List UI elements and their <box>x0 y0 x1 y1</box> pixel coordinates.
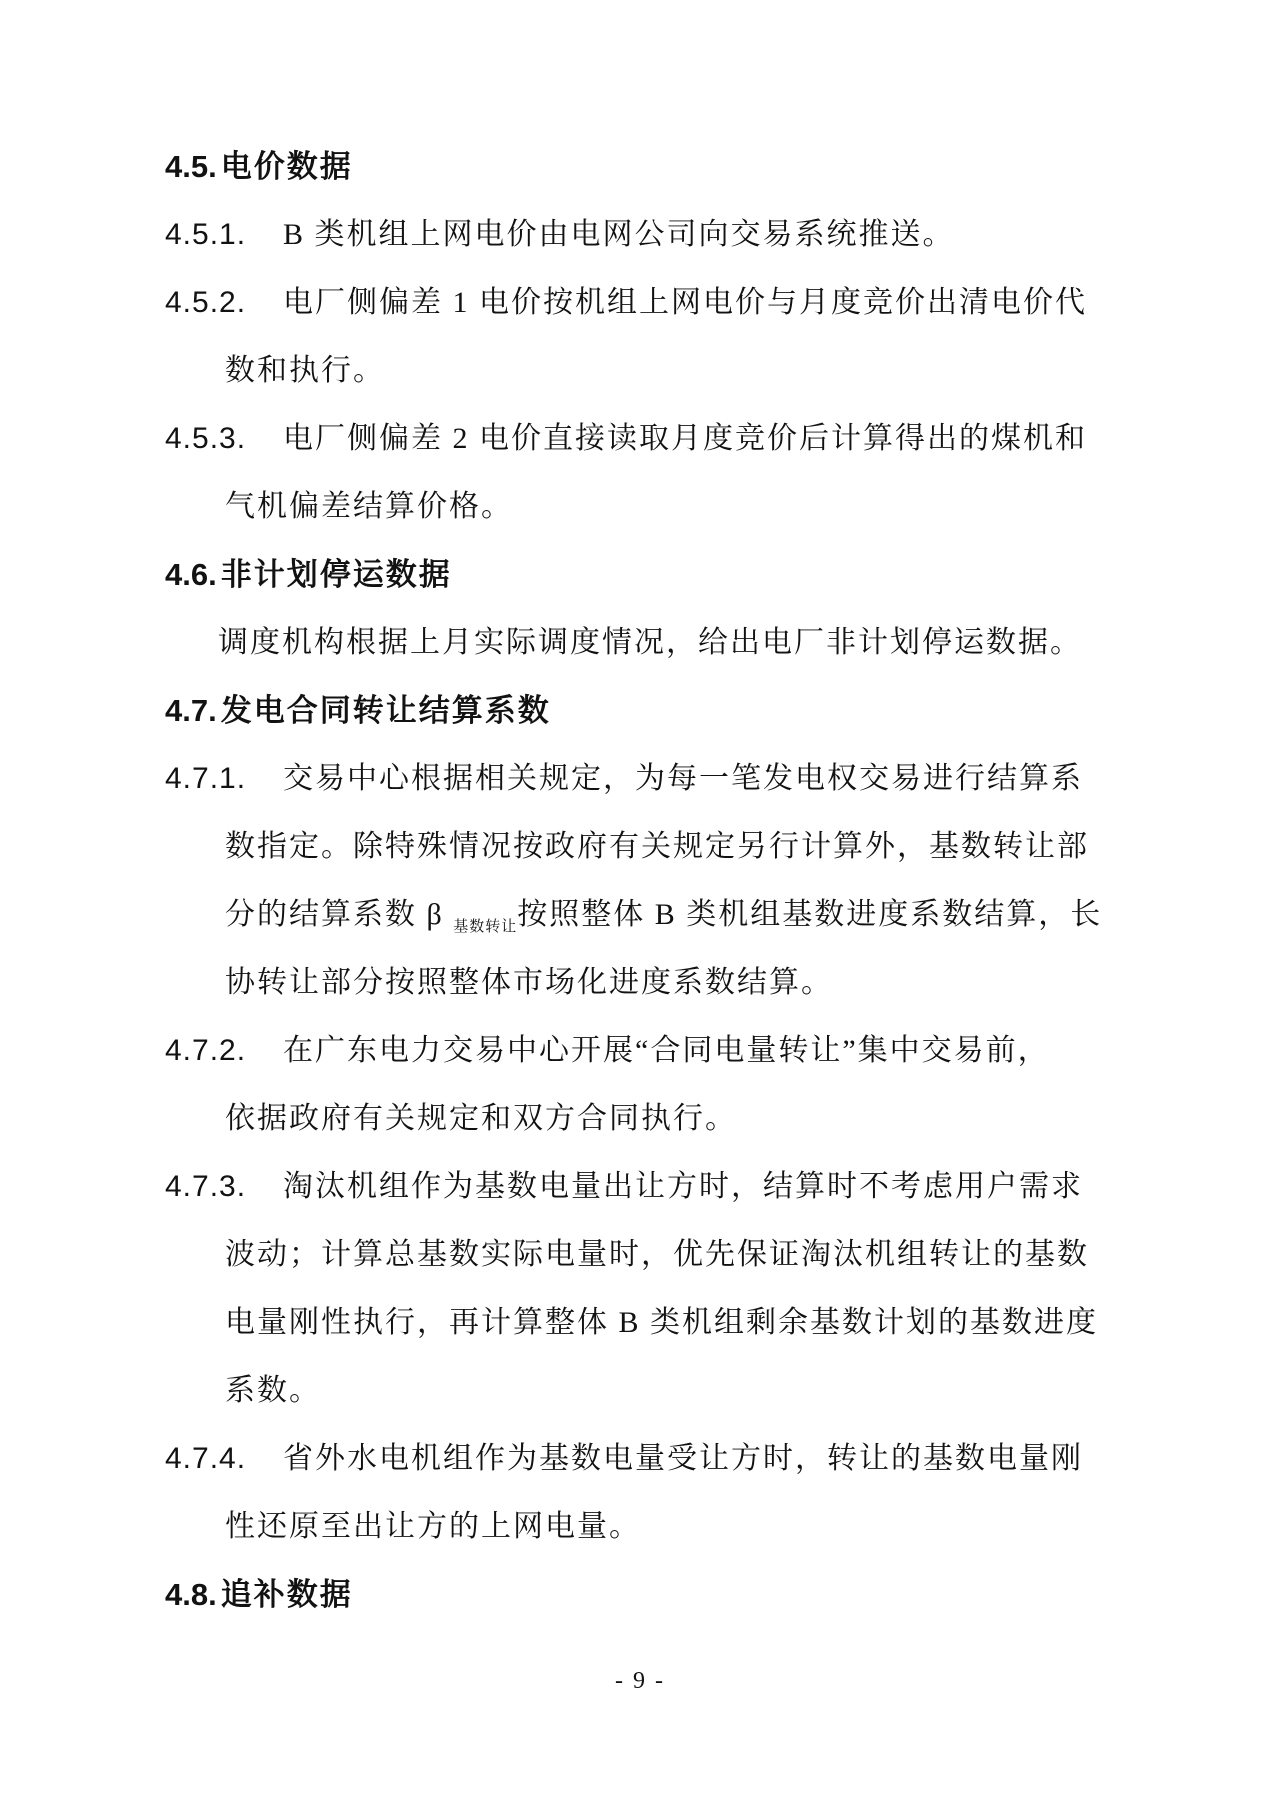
clause-text: 按照整体 B 类机组基数进度系数结算，长 <box>517 898 1103 931</box>
doc-line: 电量刚性执行，再计算整体 B 类机组剩余基数计划的基数进度 <box>225 1306 1099 1339</box>
doc-line: 气机偏差结算价格。 <box>225 490 513 523</box>
section-heading-4-7 <box>165 677 1165 745</box>
clause-number: 4.7.2. <box>165 1034 247 1067</box>
section-title: 追补数据 <box>220 1577 353 1612</box>
clause-number: 4.7.3. <box>165 1170 247 1203</box>
doc-line <box>165 269 1165 337</box>
doc-line: 波动；计算总基数实际电量时，优先保证淘汰机组转让的基数 <box>225 1238 1089 1271</box>
doc-line: 依据政府有关规定和双方合同执行。 <box>225 1102 737 1135</box>
doc-line: 数和执行。 <box>225 354 385 387</box>
clause-text: 交易中心根据相关规定，为每一笔发电权交易进行结算系 <box>283 762 1083 795</box>
clause-text: 省外水电机组作为基数电量受让方时，转让的基数电量刚 <box>283 1442 1083 1475</box>
section-heading-4-5 <box>165 133 1165 201</box>
page-number: - 9 - <box>615 1668 665 1694</box>
doc-line: 调度机构根据上月实际调度情况，给出电厂非计划停运数据。 <box>218 626 1082 659</box>
clause-text: 在广东电力交易中心开展“合同电量转让”集中交易前， <box>283 1034 1050 1067</box>
section-title: 电价数据 <box>220 149 353 184</box>
clause-number: 4.5.2. <box>165 286 247 319</box>
doc-line <box>165 1425 1165 1493</box>
document-body <box>165 133 1165 1629</box>
doc-line <box>165 745 1165 813</box>
section-number: 4.5. <box>165 149 217 184</box>
clause-number: 4.7.4. <box>165 1442 247 1475</box>
clause-text: 分的结算系数 β <box>225 898 454 931</box>
section-number: 4.6. <box>165 557 217 592</box>
section-heading-4-6 <box>165 541 1165 609</box>
doc-line <box>165 1153 1165 1221</box>
clause-number: 4.5.1. <box>165 218 247 251</box>
section-title: 发电合同转让结算系数 <box>220 693 551 728</box>
clause-number: 4.5.3. <box>165 422 247 455</box>
section-number: 4.7. <box>165 693 217 728</box>
doc-line: 数指定。除特殊情况按政府有关规定另行计算外，基数转让部 <box>225 830 1089 863</box>
beta-subscript: 基数转让 <box>453 919 518 935</box>
doc-line <box>165 405 1165 473</box>
doc-line: 性还原至出让方的上网电量。 <box>225 1510 641 1543</box>
doc-line: 协转让部分按照整体市场化进度系数结算。 <box>225 966 833 999</box>
clause-text: B 类机组上网电价由电网公司向交易系统推送。 <box>283 218 955 251</box>
section-heading-4-8 <box>165 1561 1165 1629</box>
doc-line <box>165 1017 1165 1085</box>
clause-text: 淘汰机组作为基数电量出让方时，结算时不考虑用户需求 <box>283 1170 1083 1203</box>
doc-line <box>165 881 1165 949</box>
doc-line <box>165 201 1165 269</box>
doc-line: 系数。 <box>225 1374 321 1407</box>
clause-text: 电厂侧偏差 2 电价直接读取月度竞价后计算得出的煤机和 <box>283 422 1087 455</box>
clause-number: 4.7.1. <box>165 762 247 795</box>
section-title: 非计划停运数据 <box>220 557 452 592</box>
section-number: 4.8. <box>165 1577 217 1612</box>
clause-text: 电厂侧偏差 1 电价按机组上网电价与月度竞价出清电价代 <box>283 286 1087 319</box>
